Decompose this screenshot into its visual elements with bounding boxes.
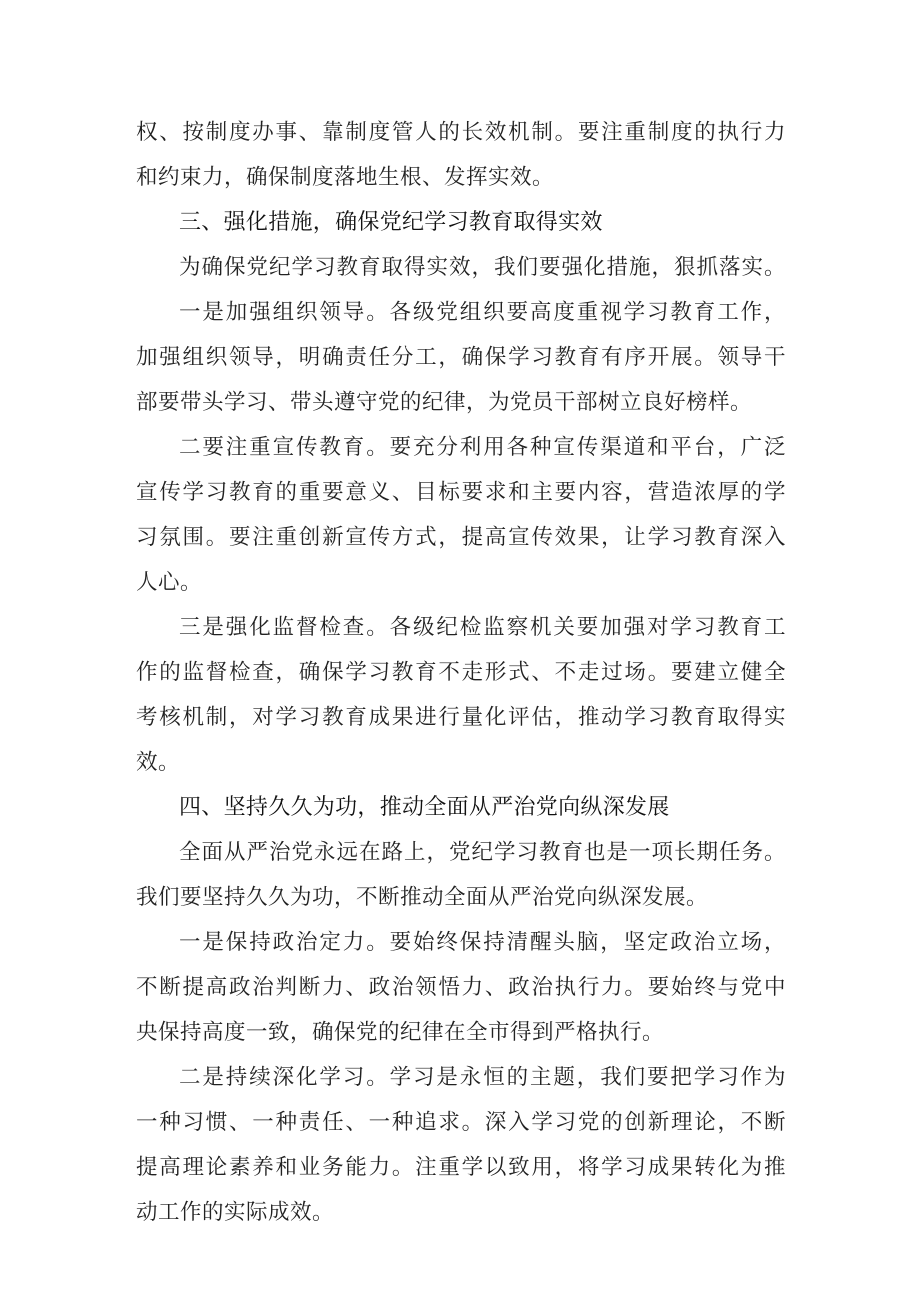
paragraph-line: 加强组织领导，明确责任分工，确保学习教育有序开展。领导干 [136,345,786,370]
section-heading: 三、强化措施，确保党纪学习教育取得实效 [179,210,603,235]
paragraph-line: 我们要坚持久久为功，不断推动全面从严治党向纵深发展。 [136,885,709,910]
paragraph-line: 部要带头学习、带头遵守党的纪律，为党员干部树立良好榜样。 [136,390,753,415]
paragraph-line: 不断提高政治判断力、政治领悟力、政治执行力。要始终与党中 [136,975,786,1000]
paragraph-line: 提高理论素养和业务能力。注重学以致用，将学习成果转化为推 [136,1155,786,1180]
paragraph-line: 宣传学习教育的重要意义、目标要求和主要内容，营造浓厚的学 [136,480,786,505]
paragraph-line: 一是加强组织领导。各级党组织要高度重视学习教育工作， [179,300,786,325]
paragraph-line: 和约束力，确保制度落地生根、发挥实效。 [136,165,555,190]
paragraph-line: 考核机制，对学习教育成果进行量化评估，推动学习教育取得实 [136,705,786,730]
paragraph-line: 一种习惯、一种责任、一种追求。深入学习党的创新理论，不断 [136,1110,786,1135]
paragraph-line: 二是持续深化学习。学习是永恒的主题，我们要把学习作为 [179,1065,786,1090]
paragraph-line: 全面从严治党永远在路上，党纪学习教育也是一项长期任务。 [179,840,786,865]
paragraph-line: 一是保持政治定力。要始终保持清醒头脑，坚定政治立场， [179,930,786,955]
paragraph-line: 央保持高度一致，确保党的纪律在全市得到严格执行。 [136,1020,665,1045]
paragraph-line: 权、按制度办事、靠制度管人的长效机制。要注重制度的执行力 [136,120,786,145]
document-body [136,110,786,1235]
paragraph-line: 效。 [136,750,181,775]
paragraph-line: 习氛围。要注重创新宣传方式，提高宣传效果，让学习教育深入 [136,525,786,550]
paragraph-line: 为确保党纪学习教育取得实效，我们要强化措施，狠抓落实。 [179,255,786,280]
paragraph-line: 三是强化监督检查。各级纪检监察机关要加强对学习教育工 [179,615,786,640]
paragraph-line: 动工作的实际成效。 [136,1200,335,1225]
paragraph-line: 二要注重宣传教育。要充分利用各种宣传渠道和平台，广泛 [179,435,786,460]
section-heading: 四、坚持久久为功，推动全面从严治党向纵深发展 [179,795,670,820]
paragraph-line: 人心。 [136,570,203,595]
paragraph-line: 作的监督检查，确保学习教育不走形式、不走过场。要建立健全 [136,660,786,685]
